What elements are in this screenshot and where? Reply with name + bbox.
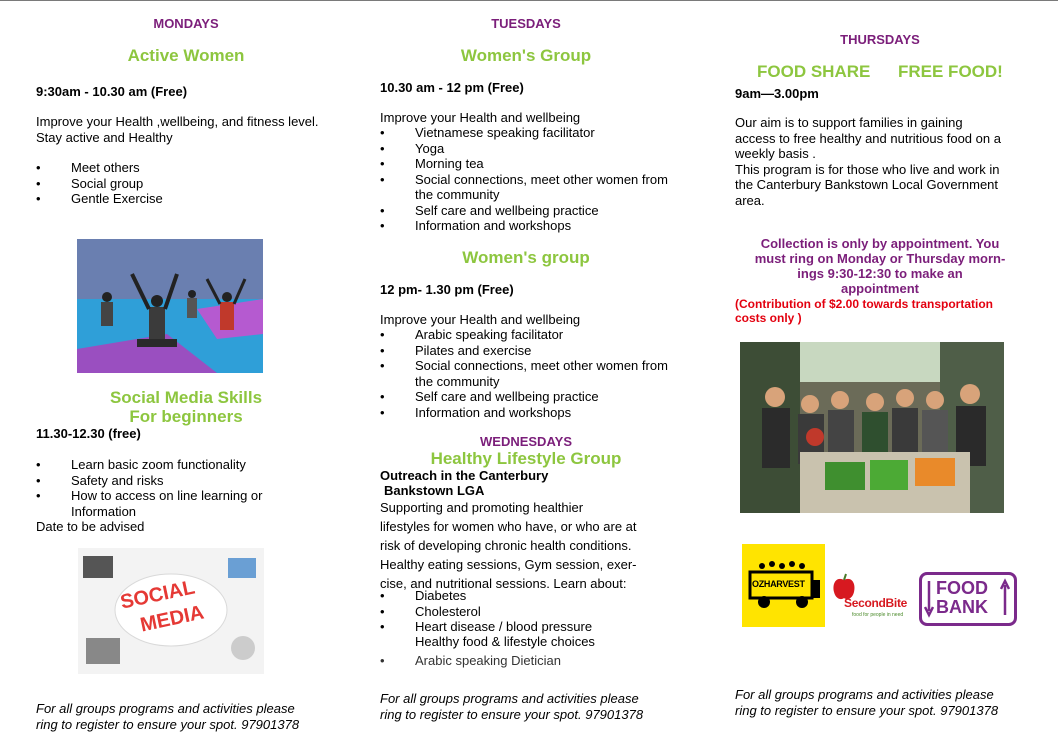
ozharvest-logo	[742, 544, 825, 627]
desc-line: weekly basis .	[735, 146, 816, 161]
footer-line: For all groups programs and activities please	[36, 701, 295, 716]
food-share-title: FOOD SHARE	[757, 62, 871, 81]
desc-line: lifestyles for women who have, or who are at	[380, 519, 637, 534]
healthy-lifestyle-description	[380, 498, 670, 593]
secondbite-text: SecondBite	[844, 596, 908, 610]
active-women-description	[36, 114, 356, 145]
desc-line: Our aim is to support families in gaining	[735, 115, 963, 130]
title-line: Social Media Skills	[109, 388, 263, 407]
list-item: • Self care and wellbeing practice	[380, 203, 670, 219]
down-arrow-icon	[924, 579, 934, 619]
subtitle-line: Outreach in the Canterbury	[380, 468, 549, 483]
list-item: • Information and workshops	[380, 405, 670, 421]
secondbite-tagline: food for people in need	[852, 612, 904, 618]
notice-line: Collection is only by appointment. You	[760, 236, 1000, 251]
active-women-title: Active Women	[127, 46, 245, 65]
list-item: • Learn basic zoom functionality	[36, 457, 306, 473]
active-women-time: 9:30am - 10.30 am (Free)	[36, 84, 188, 99]
list-item: • Social group	[36, 176, 336, 192]
notice-line: must ring on Monday or Thursday morn-	[754, 251, 1006, 266]
food-share-volunteers-photo	[740, 342, 1004, 513]
title-line: For beginners	[129, 407, 243, 426]
notice-line: appointment	[841, 281, 919, 296]
contribution-notice	[735, 297, 1025, 325]
list-item: • Gentle Exercise	[36, 191, 336, 207]
list-item: • Information and workshops	[380, 218, 670, 234]
list-item: • Pilates and exercise	[380, 343, 670, 359]
thursdays-heading: THURSDAYS	[840, 32, 920, 47]
foodbank-text-bank: BANK	[936, 597, 988, 617]
footer-line: ring to register to ensure your spot. 97901378	[36, 716, 300, 732]
healthy-food-line: Healthy food & lifestyle choices	[415, 634, 595, 649]
footer-line: For all groups programs and activities please	[380, 691, 639, 706]
subtitle-line: Bankstown LGA	[384, 483, 485, 498]
yoga-class-photo	[77, 239, 263, 373]
list-item: • Vietnamese speaking facilitator	[380, 125, 670, 141]
womens-group-bullets	[380, 125, 670, 234]
desc-line: Healthy eating sessions, Gym session, exer-	[380, 557, 637, 572]
desc-line: Supporting and promoting healthier	[380, 500, 584, 515]
womens-group2-time: 12 pm- 1.30 pm (Free)	[380, 282, 514, 297]
list-item: • Heart disease / blood pressure	[380, 619, 670, 635]
womens-group2-bullets	[380, 327, 670, 420]
list-item: • Arabic speaking facilitator	[380, 327, 670, 343]
social-media-illustration	[78, 548, 264, 674]
list-item: • Yoga	[380, 141, 670, 157]
mondays-footer	[36, 701, 356, 732]
wednesdays-heading: WEDNESDAYS	[480, 434, 572, 449]
free-food-title: FREE FOOD!	[898, 62, 1003, 81]
food-share-time: 9am—3.00pm	[735, 86, 819, 101]
list-item: • Morning tea	[380, 156, 670, 172]
foodbank-logo	[919, 572, 1017, 626]
tuesdays-footer	[380, 691, 680, 722]
desc-line: This program is for those who live and work in	[735, 161, 1000, 177]
foodbank-text-food: FOOD	[936, 578, 988, 598]
list-item: • Social connections, meet other women from the community	[380, 358, 670, 389]
ozharvest-text: OZHARVEST	[752, 579, 805, 589]
desc-line: area.	[735, 192, 765, 208]
healthy-lifestyle-title: Healthy Lifestyle Group	[430, 449, 622, 468]
desc-line: risk of developing chronic health conditions.	[380, 538, 632, 553]
list-item: • Diabetes	[380, 588, 670, 604]
notice-line: (Contribution of $2.00 towards transportation	[735, 297, 994, 311]
list-item: • Arabic speaking Dietician	[380, 653, 670, 669]
list-item: • Social connections, meet other women from the community	[380, 172, 670, 203]
top-border	[0, 0, 1058, 1]
footer-line: ring to register to ensure your spot. 97901378	[735, 702, 999, 718]
social-media-bullets	[36, 457, 306, 519]
date-note: Date to be advised	[36, 519, 145, 534]
notice-line: costs only )	[735, 311, 802, 325]
food-share-description	[735, 115, 1035, 208]
list-item: • How to access on line learning or Information	[36, 488, 306, 519]
list-item: • Meet others	[36, 160, 336, 176]
up-arrow-icon	[1000, 577, 1010, 617]
footer-line: For all groups programs and activities please	[735, 687, 994, 702]
desc-line: the Canterbury Bankstown Local Government	[735, 177, 999, 192]
desc-line: Stay active and Healthy	[36, 129, 173, 145]
footer-line: ring to register to ensure your spot. 97901378	[380, 706, 644, 722]
notice-line: ings 9:30-12:30 to make an	[797, 266, 963, 281]
list-item: • Safety and risks	[36, 473, 306, 489]
tuesdays-heading: TUESDAYS	[491, 16, 561, 31]
womens-group2-intro: Improve your Health and wellbeing	[380, 312, 581, 327]
social-media-time: 11.30-12.30 (free)	[36, 426, 141, 441]
womens-group-intro: Improve your Health and wellbeing	[380, 110, 581, 125]
dietician-bullet	[380, 653, 670, 669]
womens-group-time: 10.30 am - 12 pm (Free)	[380, 80, 524, 95]
list-item: • Cholesterol	[380, 604, 670, 620]
media-word: MEDIA	[138, 601, 206, 637]
desc-line: access to free healthy and nutritious food on a	[735, 130, 1001, 146]
social-word: SOCIAL	[118, 576, 197, 614]
womens-group-title: Women's Group	[460, 46, 592, 65]
desc-line: cise, and nutritional sessions. Learn about:	[380, 576, 627, 591]
womens-group2-title: Women's group	[462, 248, 590, 267]
appointment-notice	[735, 236, 1025, 296]
healthy-lifestyle-bullets	[380, 588, 670, 635]
secondbite-logo	[830, 568, 918, 628]
active-women-bullets	[36, 160, 336, 207]
outreach-subtitle	[380, 468, 548, 498]
social-media-title	[36, 388, 336, 426]
thursdays-footer	[735, 687, 1035, 718]
mondays-heading: MONDAYS	[153, 16, 219, 31]
list-item: • Self care and wellbeing practice	[380, 389, 670, 405]
desc-line: Improve your Health ,wellbeing, and fitness level.	[36, 114, 319, 129]
